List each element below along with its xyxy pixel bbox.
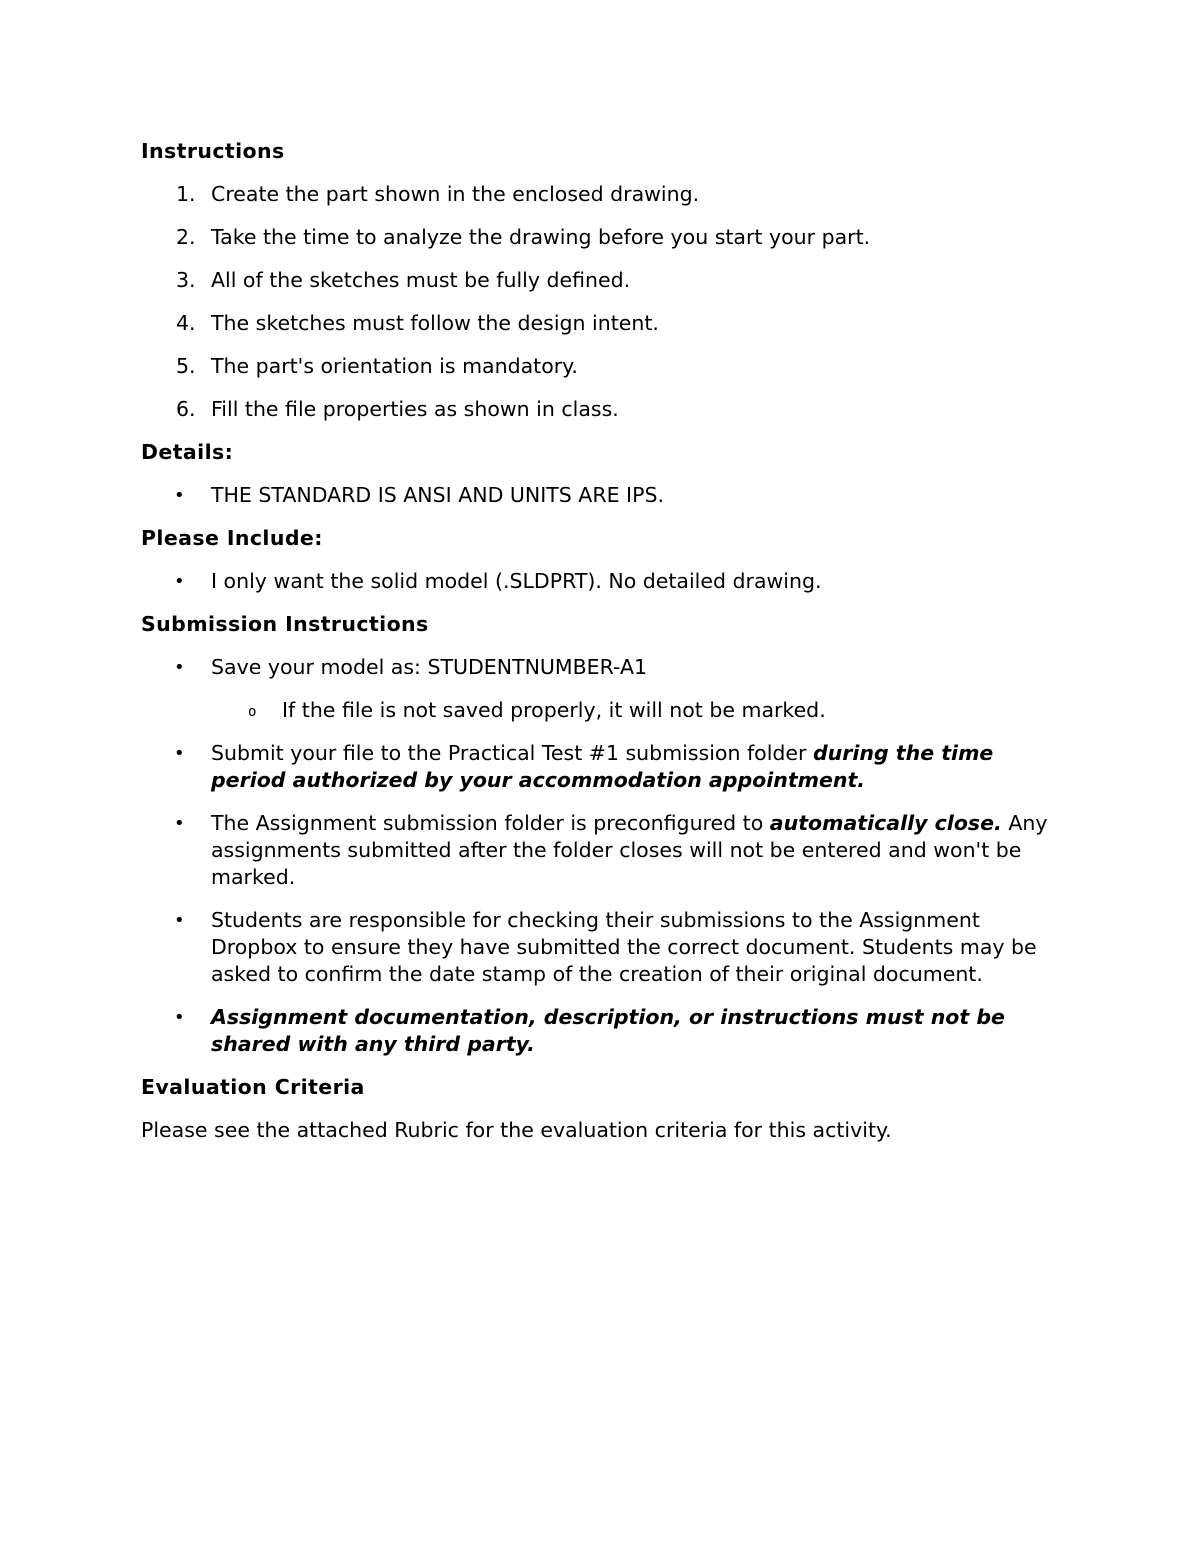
bullet-icon: • xyxy=(174,571,185,592)
bullet-icon: • xyxy=(174,657,185,678)
list-number: 4. xyxy=(176,311,196,335)
bullet-icon: • xyxy=(174,910,185,931)
list-item xyxy=(141,810,1071,891)
emphasis-text: Assignment documentation, description, or instructions must not be shared with any third party. xyxy=(211,1005,1005,1056)
list-item xyxy=(141,396,1071,423)
list-item-text: Submit your file to the Practical Test #1 submission folder xyxy=(211,741,813,765)
emphasis-text: automatically close. xyxy=(769,811,1002,835)
list-item xyxy=(141,267,1071,294)
list-item xyxy=(141,740,1071,794)
bullet-icon: • xyxy=(174,1007,185,1028)
list-item xyxy=(141,181,1071,208)
list-item xyxy=(141,1004,1071,1058)
list-item-text: I only want the solid model (.SLDPRT). No detailed drawing. xyxy=(211,569,822,593)
instructions-heading: Instructions xyxy=(141,139,285,163)
bullet-icon: • xyxy=(174,813,185,834)
list-item-text: THE STANDARD IS ANSI AND UNITS ARE IPS. xyxy=(211,483,664,507)
include-list xyxy=(141,568,1071,595)
list-item-text: If the file is not saved properly, it will not be marked. xyxy=(282,698,826,722)
sub-bullet-icon: o xyxy=(248,704,257,720)
evaluation-heading: Evaluation Criteria xyxy=(141,1075,365,1099)
list-number: 2. xyxy=(176,225,196,249)
document-page xyxy=(141,138,1071,1144)
list-item-text: Create the part shown in the enclosed drawing. xyxy=(211,182,700,206)
list-item xyxy=(141,907,1071,988)
bullet-icon: • xyxy=(174,743,185,764)
list-item-text: Any assignments submitted after the folder closes will not be entered and won't be marked. xyxy=(211,811,1048,889)
list-item-text: Fill the file properties as shown in class. xyxy=(211,397,619,421)
list-number: 1. xyxy=(176,182,196,206)
include-heading: Please Include: xyxy=(141,526,323,550)
list-item xyxy=(141,224,1071,251)
submission-list xyxy=(141,654,1071,1058)
sub-list-item xyxy=(141,697,1071,724)
instructions-list xyxy=(141,181,1071,423)
list-item-text: Save your model as: STUDENTNUMBER-A1 xyxy=(211,655,648,679)
evaluation-text: Please see the attached Rubric for the evaluation criteria for this activity. xyxy=(141,1118,892,1142)
list-item xyxy=(141,310,1071,337)
list-item-text: All of the sketches must be fully defined. xyxy=(211,268,631,292)
details-heading: Details: xyxy=(141,440,234,464)
list-number: 5. xyxy=(176,354,196,378)
list-item-text: Take the time to analyze the drawing before you start your part. xyxy=(211,225,871,249)
list-item xyxy=(141,568,1071,595)
list-item xyxy=(141,482,1071,509)
list-item-text: The part's orientation is mandatory. xyxy=(211,354,578,378)
details-list xyxy=(141,482,1071,509)
submission-heading: Submission Instructions xyxy=(141,612,429,636)
emphasis-text: during the time period authorized by your accommodation appointment. xyxy=(211,741,994,792)
list-item-text: The Assignment submission folder is preconfigured to xyxy=(211,811,770,835)
bullet-icon: • xyxy=(174,485,185,506)
list-number: 6. xyxy=(176,397,196,421)
list-item-text: The sketches must follow the design intent. xyxy=(211,311,659,335)
list-item-text: Students are responsible for checking their submissions to the Assignment Dropbox to ensure they have submitted the correct document. Students may be asked to confirm the date stamp of the creation of their original document. xyxy=(211,908,1037,986)
list-number: 3. xyxy=(176,268,196,292)
list-item xyxy=(141,654,1071,681)
list-item xyxy=(141,353,1071,380)
